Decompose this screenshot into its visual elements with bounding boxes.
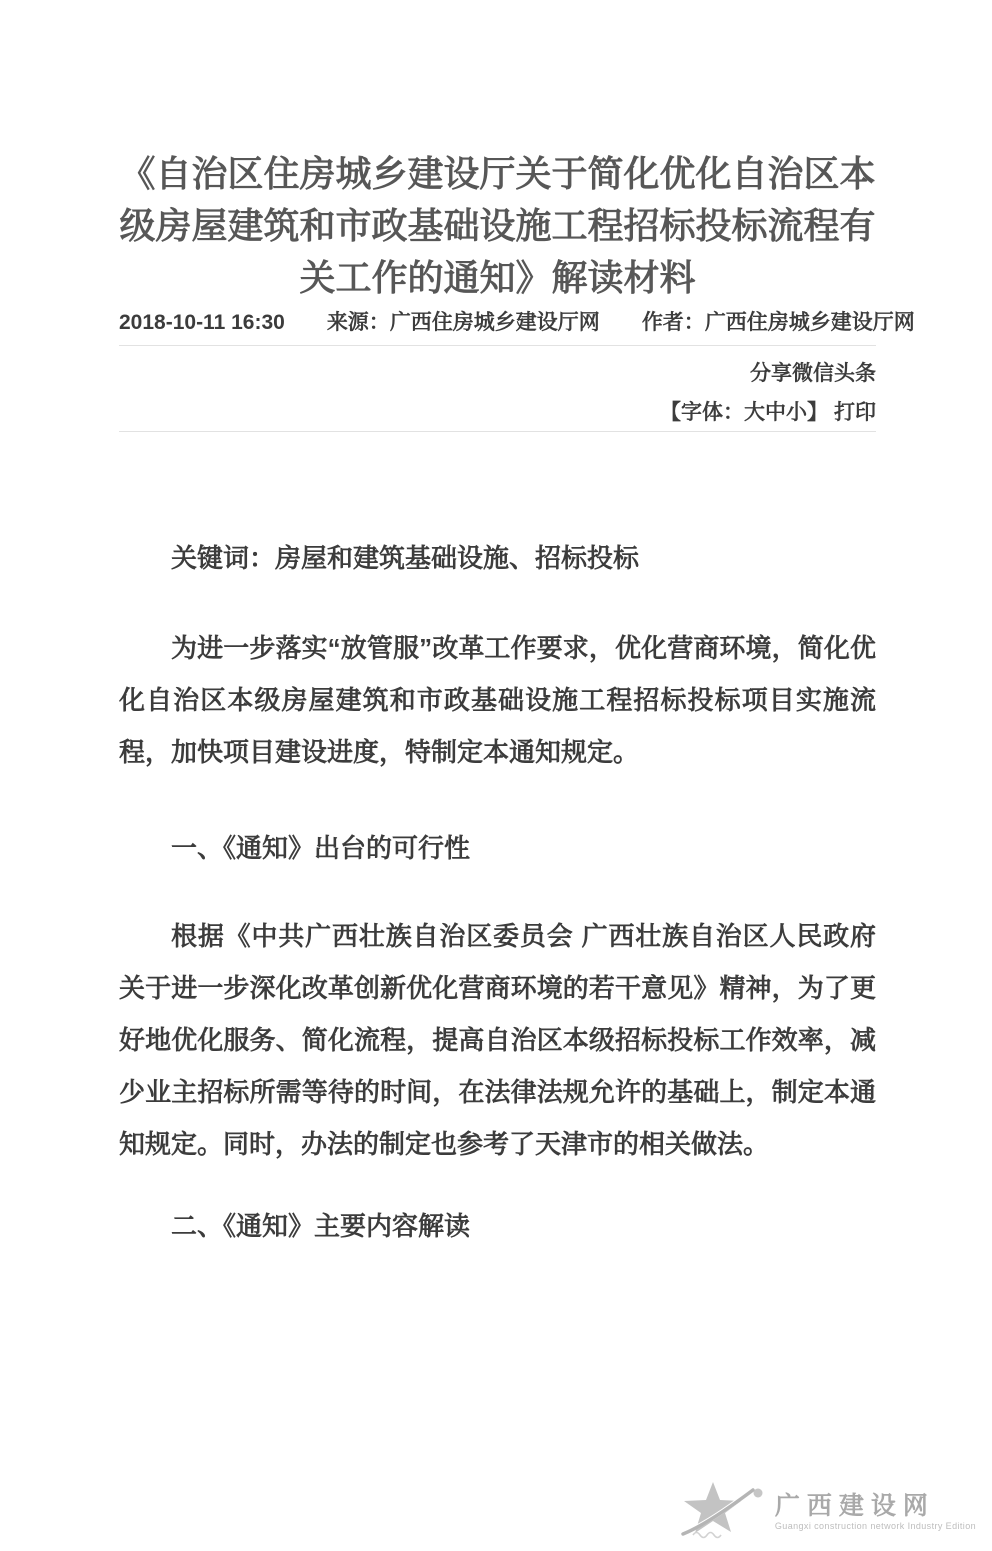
share-toutiao-link[interactable]: 头条 (834, 362, 876, 385)
section-heading-2: 二、《通知》主要内容解读 (171, 1211, 471, 1241)
share-label: 分享 (750, 362, 792, 385)
star-logo-icon (675, 1480, 767, 1545)
site-tagline: Guangxi construction network Industry Edition (774, 1521, 976, 1531)
site-watermark (675, 1480, 976, 1545)
author-value: 广西住房城乡建设厅网 (704, 311, 915, 334)
article-paragraph: 为进一步落实“放管服”改革工作要求，优化营商环境，简化优化自治区本级房屋建筑和市政基础设施工程招标投标项目实施流程，加快项目建设进度，特制定本通知规定。 (119, 633, 876, 767)
source-value: 广西住房城乡建设厅网 (389, 311, 600, 334)
author-label: 作者： (641, 311, 705, 334)
share-toolbar (119, 362, 876, 386)
page-title-line: 《自治区住房城乡建设厅关于简化优化自治区本 (119, 153, 876, 194)
divider (119, 431, 876, 432)
article-paragraph: 根据《中共广西壮族自治区委员会 广西壮族自治区人民政府关于进一步深化改革创新优化营商环境的若干意见》精神，为了更好地优化服务、简化流程，提高自治区本级招标投标工作效率，减少业主招标所需等待的时间，在法律法规允许的基础上，制定本通知规定。同时，办法的制定也参考了天津市的相关做法。 (119, 921, 876, 1159)
fontsize-medium-button[interactable]: 中 (765, 401, 786, 424)
source-label: 来源： (326, 311, 390, 334)
fontsize-small-button[interactable]: 小 (786, 401, 807, 424)
page-title-line: 级房屋建筑和市政基础设施工程招标投标流程有 (119, 205, 876, 246)
page-title-line: 关工作的通知》解读材料 (299, 257, 696, 298)
fontsize-suffix: 】 (807, 401, 828, 424)
source-field (327, 311, 600, 334)
share-wechat-link[interactable]: 微信 (792, 362, 834, 385)
article-meta (119, 309, 915, 336)
section-heading-1: 一、《通知》出台的可行性 (171, 833, 471, 863)
page-title (119, 148, 876, 304)
watermark-text (775, 1493, 976, 1532)
divider (119, 345, 876, 346)
print-button[interactable]: 打印 (834, 401, 876, 424)
site-name: 广西建设网 (774, 1493, 935, 1520)
keywords-line: 关键词：房屋和建筑基础设施、招标投标 (171, 543, 640, 573)
publish-datetime: 2018-10-11 16:30 (119, 311, 285, 334)
fontsize-print-toolbar (119, 401, 876, 425)
article-page (119, 148, 915, 1252)
fontsize-large-button[interactable]: 大 (744, 401, 765, 424)
author-field (642, 311, 915, 334)
fontsize-prefix: 【字体： (660, 401, 744, 424)
